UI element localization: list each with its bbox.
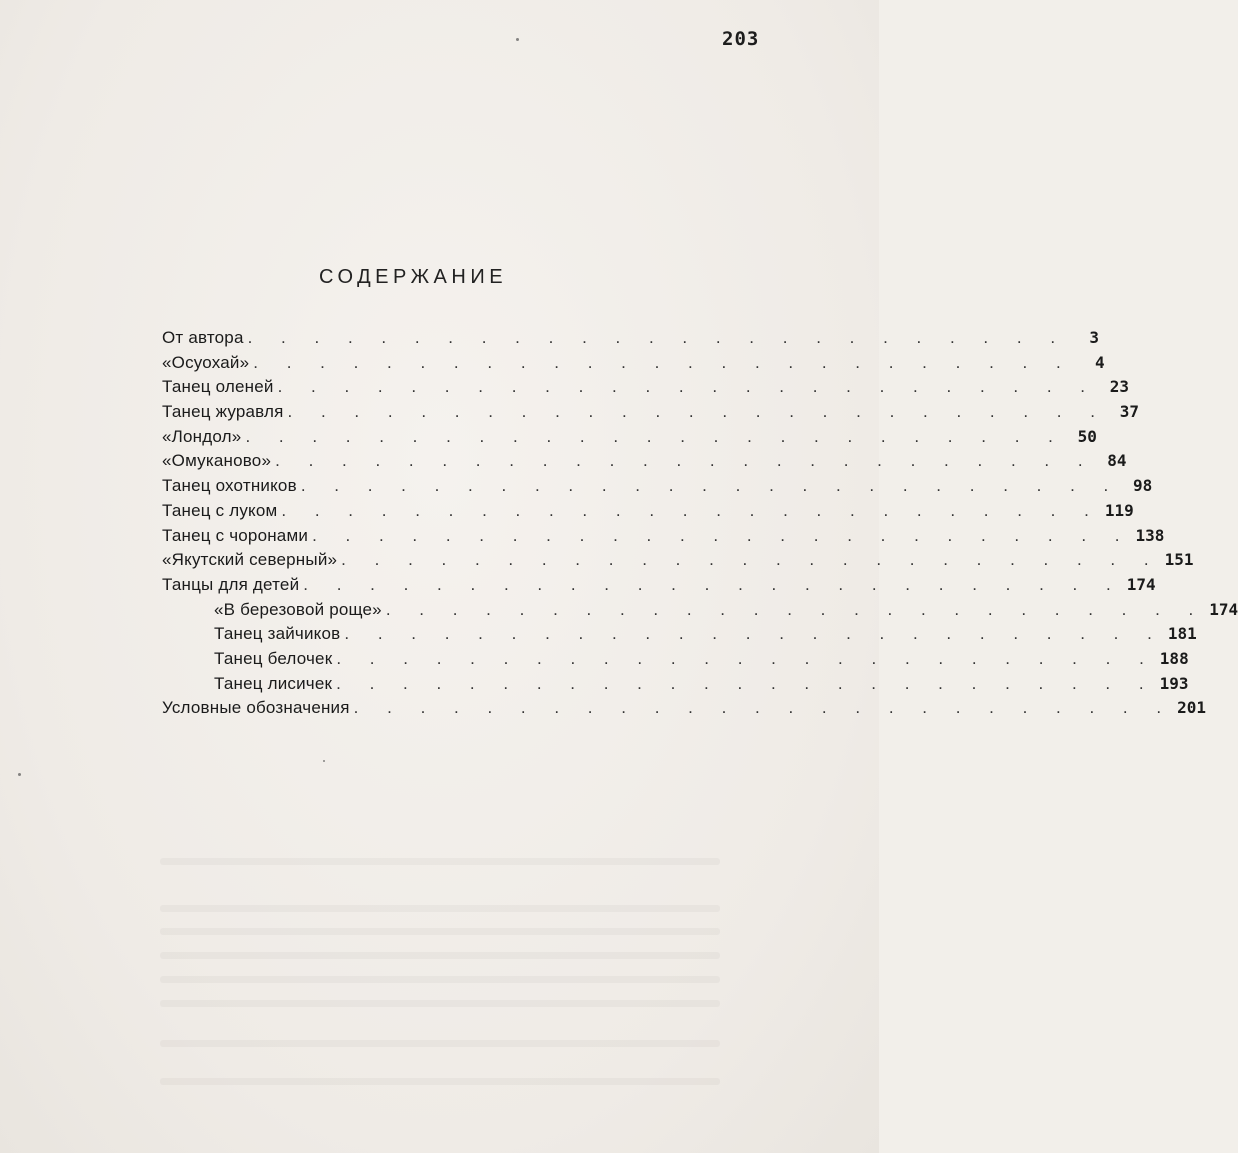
toc-entry-leader-dots: . . . . . . . . . . . . . . . . . . . . . . . . . (300, 476, 1121, 496)
toc-entry-leader-dots: . . . . . . . . . . . . . . . . . . . . . . . . . (287, 402, 1107, 422)
show-through-line (160, 1040, 720, 1047)
toc-title: СОДЕРЖАНИЕ (318, 266, 508, 288)
toc-entry-title: Танец белочек (214, 648, 333, 668)
toc-entry-page: 4 (1095, 352, 1105, 372)
page-number: 203 (722, 28, 760, 50)
toc-entry-page: 84 (1107, 451, 1127, 471)
toc-entry-page: 37 (1119, 402, 1139, 422)
toc-entry-title: «Лондол» (162, 426, 242, 446)
show-through-line (160, 858, 720, 865)
toc-entry-page: 119 (1104, 500, 1134, 520)
toc-entry (162, 672, 1189, 697)
toc-entry (162, 400, 1139, 425)
table-of-contents (162, 326, 1238, 721)
toc-entry-title: «В березовой роще» (214, 599, 382, 619)
toc-entry-page: 174 (1126, 574, 1156, 594)
toc-entry-leader-dots: . . . . . . . . . . . . . . . . . . . . . . . . . (336, 648, 1156, 668)
toc-entry (162, 499, 1134, 524)
toc-entry-title: Танец журавля (162, 402, 284, 422)
toc-entry-leader-dots: . . . . . . . . . . . . . . . . . . . . . . . . . (275, 451, 1095, 471)
toc-entry-leader-dots: . . . . . . . . . . . . . . . . . . . . . . . . . (341, 550, 1161, 570)
toc-entry-page: 201 (1177, 698, 1207, 718)
toc-entry (162, 326, 1100, 351)
toc-entry (162, 449, 1127, 474)
toc-entry-title: Танцы для детей (162, 574, 300, 594)
toc-entry (162, 696, 1207, 721)
toc-entry-page: 23 (1109, 377, 1130, 397)
toc-entry-leader-dots: . . . . . . . . . . . . . . . . . . . . . . . . . (385, 599, 1206, 619)
toc-entry-title: Танец с луком (162, 500, 278, 520)
toc-entry-title: «Осуохай» (162, 352, 250, 372)
toc-entry-leader-dots: . . . . . . . . . . . . . . . . . . . . . . . . . (344, 624, 1164, 644)
toc-entry-page: 3 (1089, 328, 1100, 347)
show-through-line (160, 976, 720, 983)
toc-entry-leader-dots: . . . . . . . . . . . . . . . . . . . . . . . . . (247, 328, 1068, 347)
show-through-line (160, 905, 720, 912)
toc-entry-page: 98 (1133, 476, 1153, 496)
toc-entry-title: Танец лисичек (214, 673, 333, 693)
toc-entry (162, 375, 1130, 400)
toc-entry (162, 351, 1105, 376)
toc-entry-title: Танец оленей (162, 377, 274, 397)
toc-entry (162, 548, 1194, 573)
toc-entry (162, 524, 1165, 549)
toc-entry-leader-dots: . . . . . . . . . . . . . . . . . . . . . . . . . (336, 673, 1156, 693)
paper-speck (18, 773, 21, 776)
toc-entry-leader-dots: . . . . . . . . . . . . . . . . . . . . . . . . . (245, 426, 1065, 446)
toc-entry-leader-dots: . . . . . . . . . . . . . . . . . . . . . . . . . (353, 698, 1174, 718)
toc-entry-title: «Якутский северный» (162, 550, 338, 570)
show-through-line (160, 952, 720, 959)
show-through-line (160, 928, 720, 935)
paper-speck (323, 760, 325, 762)
toc-entry (162, 425, 1097, 450)
toc-entry-leader-dots: . . . . . . . . . . . . . . . . . . . . . . . . . (277, 377, 1098, 397)
toc-entry-page: 174 (1209, 599, 1238, 619)
toc-entry (162, 474, 1153, 499)
toc-entry-title: От автора (162, 328, 244, 347)
toc-entry-leader-dots: . . . . . . . . . . . . . . . . . . . . . . . . . (303, 574, 1123, 594)
toc-entry-page: 193 (1159, 673, 1189, 693)
toc-entry (162, 622, 1197, 647)
show-through-line (160, 1078, 720, 1085)
toc-entry-leader-dots: . . . . . . . . . . . . . . . . . . . . . . . . . (281, 500, 1101, 520)
toc-entry-page: 50 (1077, 426, 1097, 446)
toc-entry-page: 188 (1159, 648, 1189, 668)
toc-entry-title: Танец с чоронами (162, 525, 309, 545)
toc-entry-page: 138 (1135, 525, 1165, 545)
toc-entry-title: Танец охотников (162, 476, 297, 496)
toc-entry (162, 598, 1238, 623)
toc-entry (162, 573, 1156, 598)
toc-entry-page: 151 (1164, 550, 1194, 570)
paper-speck (516, 38, 519, 41)
toc-entry (162, 647, 1189, 672)
toc-entry-leader-dots: . . . . . . . . . . . . . . . . . . . . . . . . . (312, 525, 1132, 545)
toc-entry-page: 181 (1167, 624, 1197, 644)
toc-entry-title: «Омуканово» (162, 451, 272, 471)
toc-entry-title: Танец зайчиков (214, 624, 341, 644)
toc-entry-title: Условные обозначения (162, 698, 350, 718)
toc-entry-leader-dots: . . . . . . . . . . . . . . . . . . . . . . . . . (253, 352, 1073, 372)
show-through-line (160, 1000, 720, 1007)
